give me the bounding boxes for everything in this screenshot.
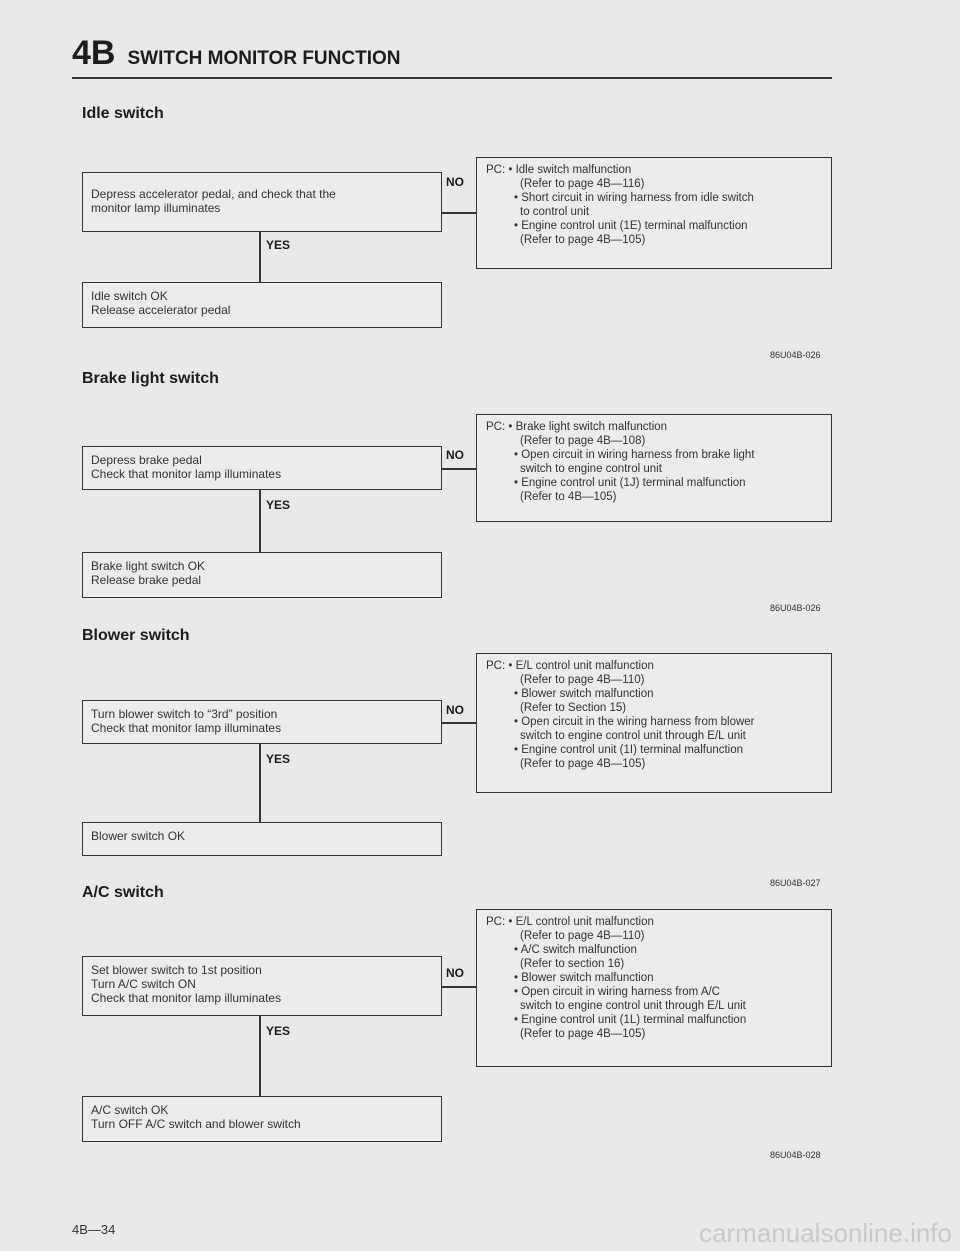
step-box: Set blower switch to 1st position Turn A/C switch ON Check that monitor lamp illuminates [82, 956, 442, 1016]
yes-label: YES [266, 238, 291, 252]
possible-cause-box: PC: • Idle switch malfunction (Refer to page 4B—116) • Short circuit in wiring harness from idle switch to control unit • Engine control unit (1E) terminal malfunction (Refer to page 4B—105) [476, 157, 832, 269]
section-heading: Idle switch [82, 105, 164, 122]
yes-connector [259, 232, 261, 282]
ok-box: Brake light switch OK Release brake pedal [82, 552, 442, 598]
possible-cause-box: PC: • E/L control unit malfunction (Refer to page 4B—110) • A/C switch malfunction (Refer to section 16) • Blower switch malfunction • Open circuit in wiring harness from A/C switch to engine control unit through E/L unit • Engine control unit (1L) terminal malfunction (Refer to page 4B—105) [476, 909, 832, 1067]
watermark: carmanualsonline.info [699, 1218, 952, 1248]
no-label: NO [446, 175, 464, 189]
section-heading: A/C switch [82, 884, 164, 901]
ok-box: Blower switch OK [82, 822, 442, 856]
yes-connector [259, 744, 261, 822]
ok-box: A/C switch OK Turn OFF A/C switch and blower switch [82, 1096, 442, 1142]
page-header [72, 34, 400, 74]
step-box: Depress brake pedal Check that monitor lamp illuminates [82, 446, 442, 490]
no-connector [442, 722, 476, 724]
figure-code: 86U04B-028 [770, 1150, 821, 1160]
figure-code: 86U04B-027 [770, 878, 821, 888]
yes-label: YES [266, 752, 291, 766]
no-label: NO [446, 966, 464, 980]
no-label: NO [446, 703, 464, 717]
no-connector [442, 212, 476, 214]
yes-connector [259, 1016, 261, 1096]
step-box: Depress accelerator pedal, and check that the monitor lamp illuminates [82, 172, 442, 232]
yes-label: YES [266, 1024, 291, 1038]
section-heading: Blower switch [82, 627, 190, 644]
page-number: 4B—34 [72, 1222, 116, 1237]
step-box: Turn blower switch to “3rd” position Check that monitor lamp illuminates [82, 700, 442, 744]
figure-code: 86U04B-026 [770, 350, 821, 360]
no-connector [442, 468, 476, 470]
yes-connector [259, 490, 261, 552]
section-number: 4B [72, 34, 116, 72]
no-connector [442, 986, 476, 988]
possible-cause-box: PC: • Brake light switch malfunction (Refer to page 4B—108) • Open circuit in wiring harness from brake light switch to engine control unit • Engine control unit (1J) terminal malfunction (Refer to 4B—105) [476, 414, 832, 522]
yes-label: YES [266, 498, 291, 512]
ok-box: Idle switch OK Release accelerator pedal [82, 282, 442, 328]
figure-code: 86U04B-026 [770, 603, 821, 613]
section-heading: Brake light switch [82, 370, 219, 387]
no-label: NO [446, 448, 464, 462]
section-title: SWITCH MONITOR FUNCTION [127, 48, 401, 69]
header-rule [72, 77, 832, 79]
possible-cause-box: PC: • E/L control unit malfunction (Refer to page 4B—110) • Blower switch malfunction (Refer to Section 15) • Open circuit in the wiring harness from blower switch to engine control unit through E/L unit • Engine control unit (1I) terminal malfunction (Refer to page 4B—105) [476, 653, 832, 793]
